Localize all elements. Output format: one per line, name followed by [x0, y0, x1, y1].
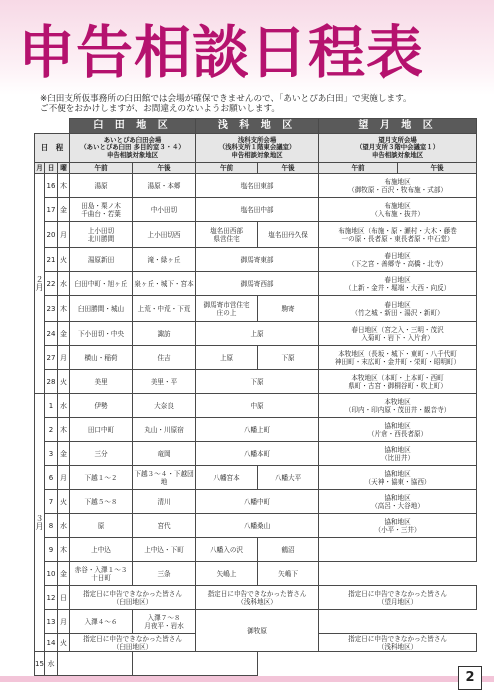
usuda-pm-cell: 中小田切: [133, 198, 196, 222]
mochizuki-cell: [319, 490, 477, 514]
usuda-pm-cell: [133, 610, 196, 634]
mochizuki-cell-line: （印内・印内原・茂田井・観音寺）: [344, 405, 451, 414]
table-row: [35, 346, 477, 370]
usuda-am-cell: [70, 562, 133, 586]
weekday-cell: 火: [58, 490, 70, 514]
cell-text: 田島・栗ノ木 千曲台・若葉: [81, 201, 121, 218]
mochizuki-cell-line: 協和地区: [384, 469, 411, 478]
usuda-pm-cell: 三条: [133, 562, 196, 586]
mochizuki-cell: [319, 418, 477, 442]
cell-text: 塩名田西部 県営住宅: [210, 226, 244, 243]
mochizuki-cell: [319, 198, 477, 222]
asashina-pm-cell: 駒寄: [258, 296, 319, 322]
usuda-am-cell: 臼田勝間・城山: [70, 296, 133, 322]
usuda-pm-cell: 清川: [133, 490, 196, 514]
table-row: [35, 296, 477, 322]
mochizuki-am-header: 午前: [319, 163, 398, 174]
mochizuki-cell-line: 春日地区: [384, 251, 411, 260]
asashina-empty: [133, 652, 258, 676]
district-asashina: 浅 科 地 区: [196, 119, 319, 134]
usuda-cell-line: 指定日に申告できなかった皆さん: [83, 634, 182, 643]
asashina-am-cell: 八幡宮本: [196, 466, 258, 490]
month-feb: ２月: [35, 174, 45, 394]
page-number: 2: [458, 666, 482, 690]
mochizuki-cell-line: 本牧地区（長坂・城下・東町・八千代町: [338, 349, 457, 358]
mochizuki-cell: [319, 370, 477, 394]
usuda-cell: [70, 586, 196, 610]
schedule-table: [34, 118, 477, 676]
asashina-am-cell: [196, 296, 258, 322]
mochizuki-cell-line: 協和地区: [384, 493, 411, 502]
cell-text: 赤谷・入澤１～３ 十日町: [74, 565, 128, 582]
table-row: [35, 562, 477, 586]
usuda-cell: [70, 634, 196, 652]
table-body: [35, 174, 477, 676]
table-row: [35, 222, 477, 248]
mochizuki-cell-line: （竹之城・新田・湯沢・新町）: [351, 308, 444, 317]
asashina-cell: 上原: [196, 322, 319, 346]
asashina-cell: 御馬寄東部: [196, 248, 319, 272]
footer-band: [0, 676, 494, 682]
mochizuki-cell-line: 布施地区: [384, 201, 411, 210]
district-usuda: 臼 田 地 区: [70, 119, 196, 134]
table-row: [35, 394, 477, 418]
day-cell: 13: [45, 610, 58, 634]
mochizuki-cell-line: （片倉・西長者原）: [367, 429, 428, 438]
day-cell: 1: [45, 394, 58, 418]
weekday-cell: 日: [58, 586, 70, 610]
weekday-cell: 火: [58, 370, 70, 394]
usuda-pm-cell: 下越３～４・下越団地: [133, 466, 196, 490]
weekday-cell: 金: [58, 442, 70, 466]
day-cell: 24: [45, 322, 58, 346]
usuda-am-cell: [70, 198, 133, 222]
asashina-cell: 塩名田中部: [196, 198, 319, 222]
day-cell: 15: [35, 652, 45, 676]
mochizuki-cell: [319, 296, 477, 322]
asashina-cell-line: （浅科地区）: [377, 642, 418, 651]
mochizuki-cell-line: （入布施・抜井）: [371, 209, 424, 218]
mochizuki-cell: [319, 442, 477, 466]
day-cell: 23: [45, 296, 58, 322]
mochizuki-cell-line: （望月地区）: [377, 597, 418, 606]
day-cell: 21: [45, 248, 58, 272]
usuda-pm-cell: 住吉: [133, 346, 196, 370]
weekday-cell: 木: [58, 174, 70, 198]
asashina-pm-cell: 塩名田丹久保: [258, 222, 319, 248]
mochizuki-cell-line: （高呂・大谷地）: [371, 501, 424, 510]
weekday-cell: 金: [58, 198, 70, 222]
usuda-pm-cell: 大奈良: [133, 394, 196, 418]
mochizuki-cell-line: （比田井）: [381, 453, 415, 462]
table-row: [35, 610, 477, 634]
day-cell: 3: [45, 442, 58, 466]
asashina-cell: 御牧原: [196, 610, 319, 652]
day-cell: 27: [45, 346, 58, 370]
asashina-cell: 八幡本町: [196, 442, 319, 466]
usuda-pm-cell: 竜岡: [133, 442, 196, 466]
usuda-am-cell: 三分: [70, 442, 133, 466]
mochizuki-cell: [319, 514, 477, 538]
weekday-cell: 木: [58, 538, 70, 562]
mochizuki-cell-line: 一の原・長者原・東長者原・中石堂）: [341, 234, 454, 243]
asashina-am-header: 午前: [196, 163, 258, 174]
table-row: [35, 442, 477, 466]
usuda-am-cell: 上中込: [70, 538, 133, 562]
table-row: [35, 538, 477, 562]
mochizuki-cell: [319, 222, 477, 248]
date-header: 日 程: [35, 134, 70, 163]
usuda-cell-line: （臼田地区）: [112, 642, 153, 651]
day-cell: 2: [45, 418, 58, 442]
usuda-am-cell: 横山・稲荷: [70, 346, 133, 370]
usuda-pm-header: 午後: [133, 163, 196, 174]
usuda-am-cell: [70, 222, 133, 248]
usuda-pm-cell: 上中込・下町: [133, 538, 196, 562]
venue-mochizuki: 望月支所会場 （望月支所３階中会議室１） 申告相談対象地区: [319, 134, 477, 163]
table-row: [35, 198, 477, 222]
day-cell: 28: [45, 370, 58, 394]
weekday-cell: 金: [58, 562, 70, 586]
usuda-pm-cell: 湯原・本郷: [133, 174, 196, 198]
cell-text: 上小田切 北川勝間: [87, 226, 115, 243]
cell-text: 御馬寄市営住宅 庄の上: [203, 300, 250, 317]
note-line-1: ※臼田支所仮事務所の臼田館では会場が確保できませんので、「あいとぴあ臼田」で実施します。: [40, 94, 412, 104]
day-header: 日: [45, 163, 58, 174]
table-row: [35, 272, 477, 296]
mochizuki-cell-line: 本牧地区: [384, 397, 411, 406]
usuda-pm-cell: 泉ヶ丘・城下・宮本: [133, 272, 196, 296]
asashina-am-cell: 八幡入の沢: [196, 538, 258, 562]
mochizuki-cell-line: 入菊町・岩下・入片倉）: [361, 333, 434, 342]
table-row: [35, 490, 477, 514]
usuda-cell-line: （臼田地区）: [112, 597, 153, 606]
day-cell: 8: [45, 514, 58, 538]
district-mochizuki: 望 月 地 区: [319, 119, 477, 134]
day-cell: 10: [45, 562, 58, 586]
table-row: [35, 370, 477, 394]
table-row: [35, 514, 477, 538]
mochizuki-cell-line: 県町・古宮・御桐谷町・吹上町）: [348, 381, 448, 390]
usuda-am-cell: 田口中町: [70, 418, 133, 442]
asashina-cell: 八幡中町: [196, 490, 319, 514]
usuda-am-cell: 原: [70, 514, 133, 538]
day-cell: 12: [45, 586, 58, 610]
mochizuki-pm-header: 午後: [398, 163, 477, 174]
weekday-cell: 水: [45, 652, 58, 676]
asashina-cell: 下原: [196, 370, 319, 394]
mochizuki-empty: [319, 538, 477, 562]
venue-asashina: 浅科支所会場 （浅科支所１階東会議室） 申告相談対象地区: [196, 134, 319, 163]
asashina-pm-cell: 下原: [258, 346, 319, 370]
usuda-pm-cell: 滝・緑ヶ丘: [133, 248, 196, 272]
mochizuki-cell: [319, 248, 477, 272]
day-cell: 22: [45, 272, 58, 296]
mochizuki-cell-line: （小平・三井）: [374, 525, 421, 534]
asashina-cell: 塩名田東部: [196, 174, 319, 198]
usuda-pm-cell: 丸山・川原宿: [133, 418, 196, 442]
asashina-pm-cell: 矢嶋下: [258, 562, 319, 586]
table-row: [35, 586, 477, 610]
mochizuki-cell-line: 春日地区: [384, 275, 411, 284]
mochizuki-cell-line: （天神・協東・協西）: [364, 477, 431, 486]
usuda-cell-line: 指定日に申告できなかった皆さん: [83, 589, 182, 598]
asashina-am-cell: [196, 222, 258, 248]
note-line-2: ご不便をおかけしますが、お間違えのないようお願いします。: [40, 104, 280, 114]
mochizuki-cell-line: 春日地区: [384, 300, 411, 309]
weekday-cell: 木: [58, 296, 70, 322]
table-row: [35, 652, 477, 676]
table-header: [35, 119, 477, 174]
mochizuki-cell: [319, 174, 477, 198]
usuda-am-cell: 下小田切・中央: [70, 322, 133, 346]
mochizuki-cell: [319, 586, 477, 610]
mochizuki-cell: [319, 346, 477, 370]
usuda-am-cell: 湯原新田: [70, 248, 133, 272]
mochizuki-cell-line: 協和地区: [384, 517, 411, 526]
usuda-am-cell: 下越１～２: [70, 466, 133, 490]
mochizuki-cell: [319, 272, 477, 296]
weekday-cell: 水: [58, 394, 70, 418]
weekday-cell: 月: [58, 610, 70, 634]
day-cell: 14: [45, 634, 58, 652]
usuda-pm-cell: 上荒・中荒・下荒: [133, 296, 196, 322]
asashina-cell: [319, 634, 477, 652]
day-cell: 9: [45, 538, 58, 562]
asashina-cell: 八幡上町: [196, 418, 319, 442]
asashina-cell: 御馬寄西部: [196, 272, 319, 296]
usuda-am-cell: 美里: [70, 370, 133, 394]
mochizuki-cell-line: 協和地区: [384, 421, 411, 430]
usuda-am-cell: 伊勢: [70, 394, 133, 418]
mochizuki-cell-line: （下之宮・善郷寺・高橋・北寺）: [348, 259, 448, 268]
mochizuki-cell-line: （御牧原・百沢・牧布施・式部）: [348, 185, 448, 194]
table-row: [35, 466, 477, 490]
asashina-cell: 八幡桑山: [196, 514, 319, 538]
asashina-pm-cell: 鶴沼: [258, 538, 319, 562]
weekday-cell: 火: [58, 248, 70, 272]
usuda-pm-cell: 美里・平: [133, 370, 196, 394]
asashina-cell: 中原: [196, 394, 319, 418]
mochizuki-cell-line: （上新・金井・堀端・大西・向反）: [344, 283, 451, 292]
day-cell: 17: [45, 198, 58, 222]
day-cell: 16: [45, 174, 58, 198]
usuda-am-cell: 入澤４～６: [70, 610, 133, 634]
usuda-empty: [58, 652, 133, 676]
weekday-header: 曜: [58, 163, 70, 174]
table-row: [35, 322, 477, 346]
usuda-pm-cell: 宮代: [133, 514, 196, 538]
day-cell: 6: [45, 466, 58, 490]
mochizuki-cell-line: 指定日に申告できなかった皆さん: [348, 589, 448, 598]
asashina-pm-header: 午後: [258, 163, 319, 174]
weekday-cell: 月: [58, 222, 70, 248]
usuda-pm-cell: 上小田切西: [133, 222, 196, 248]
weekday-cell: 水: [58, 272, 70, 296]
asashina-pm-cell: 八幡大平: [258, 466, 319, 490]
mochizuki-cell-line: 布施地区: [384, 177, 411, 186]
asashina-am-cell: 矢嶋上: [196, 562, 258, 586]
mochizuki-cell-line: 本牧地区（本町・上本町・西町: [351, 373, 444, 382]
weekday-cell: 月: [58, 346, 70, 370]
day-cell: 20: [45, 222, 58, 248]
asashina-cell-line: 指定日に申告できなかった皆さん: [207, 589, 307, 598]
mochizuki-cell-line: 協和地区: [384, 445, 411, 454]
page-title: 申告相談日程表: [18, 20, 424, 86]
mochizuki-cell-line: 春日地区（宮之入・三明・茂沢: [351, 325, 444, 334]
usuda-am-cell: 下越５～８: [70, 490, 133, 514]
weekday-cell: 水: [58, 514, 70, 538]
asashina-cell: [196, 586, 319, 610]
weekday-cell: 月: [58, 466, 70, 490]
mochizuki-cell-line: 布施地区（布施・原・瀬村・大木・藤巻: [338, 226, 457, 235]
weekday-cell: 木: [58, 418, 70, 442]
weekday-cell: 火: [58, 634, 70, 652]
asashina-cell-line: （浅科地区）: [237, 597, 277, 606]
table-row: [35, 248, 477, 272]
month-header: 月: [36, 164, 43, 172]
usuda-pm-cell: 諏訪: [133, 322, 196, 346]
asashina-cell-line: 指定日に申告できなかった皆さん: [348, 634, 448, 643]
month-mar: ３月: [35, 394, 45, 652]
mochizuki-cell-line: 神田町・末広町・金井町・栄町・昭明町）: [334, 357, 461, 366]
usuda-am-cell: 湯原: [70, 174, 133, 198]
venue-usuda: あいとぴあ臼田会場 （あいとぴあ臼田 多目的室３・４） 申告相談対象地区: [70, 134, 196, 163]
cell-text: 入澤７～８ 月夜平・岩水: [144, 613, 184, 630]
usuda-am-cell: 臼田中町・旭ヶ丘: [70, 272, 133, 296]
table-row: [35, 418, 477, 442]
usuda-am-header: 午前: [70, 163, 133, 174]
table-row: [35, 174, 477, 198]
mochizuki-cell: [319, 322, 477, 346]
mochizuki-cell: [319, 466, 477, 490]
weekday-cell: 金: [58, 322, 70, 346]
asashina-am-cell: 上原: [196, 346, 258, 370]
day-cell: 7: [45, 490, 58, 514]
mochizuki-cell: [319, 394, 477, 418]
